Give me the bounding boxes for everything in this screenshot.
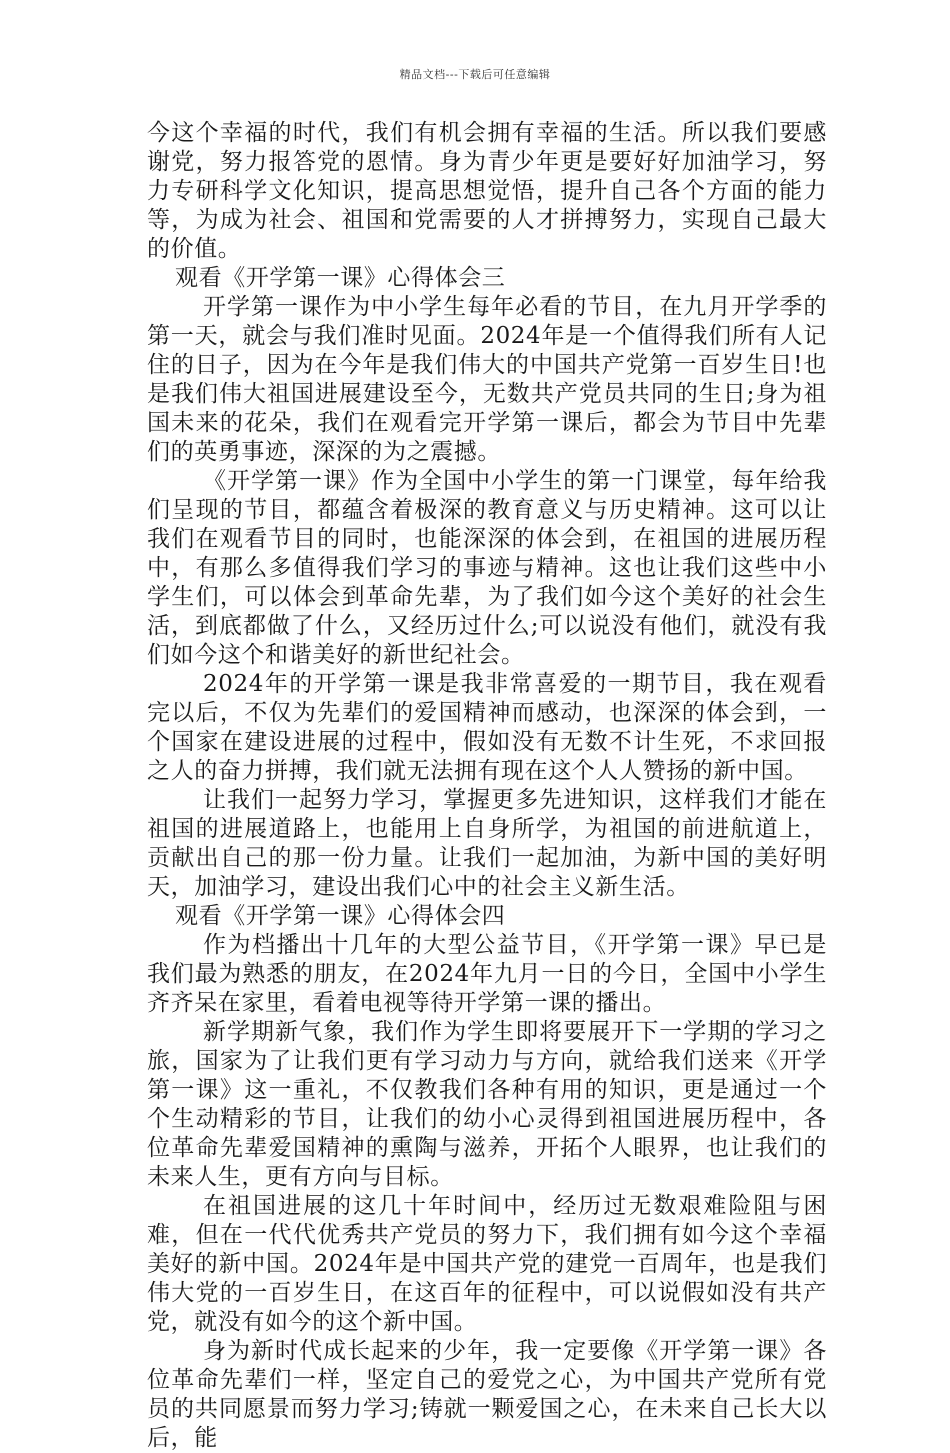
paragraph: 开学第一课作为中小学生每年必看的节目，在九月开学季的第一天，就会与我们准时见面。2024年是一个值得我们所有人记住的日子，因为在今年是我们伟大的中国共产党第一百岁生日!也是我们伟大祖国进展建设至今，无数共产党员共同的生日;身为祖国未来的花朵，我们在观看完开学第一课后，都会为节目中先辈们的英勇事迹，深深的为之震撼。: [147, 294, 827, 465]
document-body: [147, 119, 827, 1453]
paragraph: 新学期新气象，我们作为学生即将要展开下一学期的学习之旅，国家为了让我们更有学习动力与方向，就给我们送来《开学第一课》这一重礼，不仅教我们各种有用的知识，更是通过一个个生动精彩的节目，让我们的幼小心灵得到祖国进展历程中，各位革命先辈爱国精神的熏陶与滋养，开拓个人眼界，也让我们的未来人生，更有方向与目标。: [147, 1019, 827, 1190]
page-header: 精品文档---下载后可任意编辑: [399, 68, 551, 81]
paragraph: 今这个幸福的时代，我们有机会拥有幸福的生活。所以我们要感谢党，努力报答党的恩情。身为青少年更是要好好加油学习，努力专研科学文化知识，提高思想觉悟，提升自己各个方面的能力等，为成为社会、祖国和党需要的人才拼搏努力，实现自己最大的价值。: [147, 120, 827, 262]
paragraph: 身为新时代成长起来的少年，我一定要像《开学第一课》各位革命先辈们一样，坚定自己的爱党之心，为中国共产党所有党员的共同愿景而努力学习;铸就一颗爱国之心，在未来自己长大以后，能: [147, 1338, 827, 1451]
paragraph: 作为档播出十几年的大型公益节目，《开学第一课》早已是我们最为熟悉的朋友，在2024年九月一日的今日，全国中小学生齐齐呆在家里，看着电视等待开学第一课的播出。: [147, 932, 827, 1016]
section-heading: 观看《开学第一课》心得体会三: [175, 265, 506, 291]
paragraph: 在祖国进展的这几十年时间中，经历过无数艰难险阻与困难，但在一代代优秀共产党员的努力下，我们拥有如今这个幸福美好的新中国。2024年是中国共产党的建党一百周年，也是我们伟大党的一百岁生日，在这百年的征程中，可以说假如没有共产党，就没有如今的这个新中国。: [147, 1193, 827, 1335]
paragraph: 《开学第一课》作为全国中小学生的第一门课堂，每年给我们呈现的节目，都蕴含着极深的教育意义与历史精神。这可以让我们在观看节目的同时，也能深深的体会到，在祖国的进展历程中，有那么多值得我们学习的事迹与精神。这也让我们这些中小学生们，可以体会到革命先辈，为了我们如今这个美好的社会生活，到底都做了什么，又经历过什么;可以说没有他们，就没有我们如今这个和谐美好的新世纪社会。: [147, 468, 827, 668]
paragraph: 2024年的开学第一课是我非常喜爱的一期节目，我在观看完以后，不仅为先辈们的爱国精神而感动，也深深的体会到，一个国家在建设进展的过程中，假如没有无数不计生死，不求回报之人的奋力拼搏，我们就无法拥有现在这个人人赞扬的新中国。: [147, 671, 827, 784]
section-heading: 观看《开学第一课》心得体会四: [175, 903, 506, 929]
paragraph: 让我们一起努力学习，掌握更多先进知识，这样我们才能在祖国的进展道路上，也能用上自身所学，为祖国的前进航道上，贡献出自己的那一份力量。让我们一起加油，为新中国的美好明天，加油学习，建设出我们心中的社会主义新生活。: [147, 787, 827, 900]
